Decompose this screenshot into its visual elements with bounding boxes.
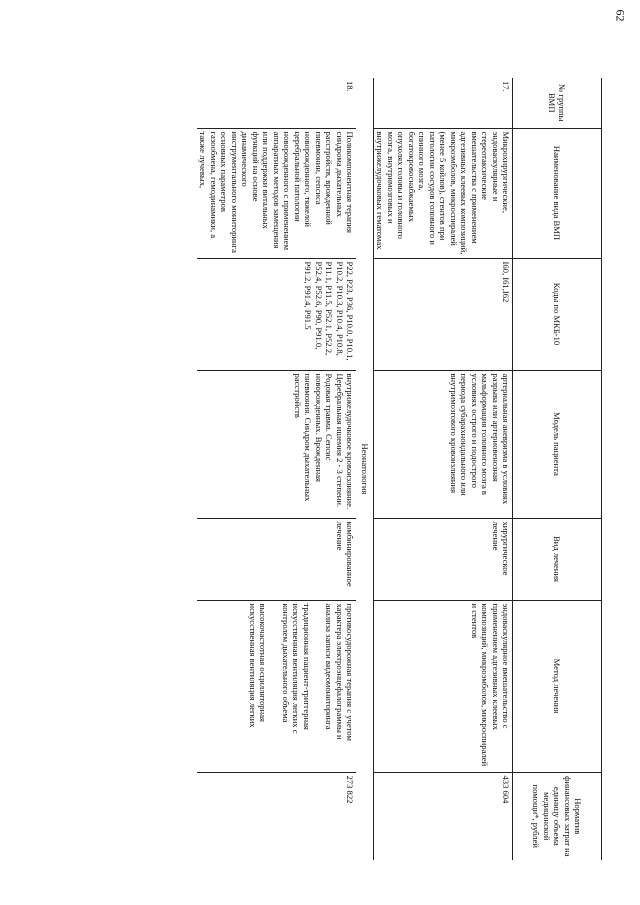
page-number: 62 [613, 9, 628, 22]
row-18-treatment-type: комбинированное лечение [197, 518, 356, 600]
section-row-neonatology [356, 78, 373, 860]
row-18-method-1: противосудорожная терапия с учетом характера электроэнцефалограммы и анализа записи видеомониторинга [324, 603, 356, 741]
section-title: Неонатология [356, 78, 373, 860]
row-17-number: 17. [501, 81, 511, 92]
vmp-table [197, 78, 602, 860]
row-18-codes: P22, P23, P36, P10.0, P10.1, P10.2, P10.3, P10.4, P10.8, P11.1, P11.5, P52.1, P52.2, P52.4, P52.6, P90, P91.0, P91.2, P91.4, P91.5 [197, 258, 356, 370]
row-18-method-2: традиционная пациент-триггерная искусственная вентиляция легких с контролем дыхательного объема [280, 603, 312, 734]
table-row-18 [197, 78, 356, 860]
row-17-cost: 433 604 [373, 772, 512, 860]
table-row-17 [373, 78, 512, 860]
rotated-table-container [42, 78, 602, 860]
row-18-number: 18. [345, 81, 356, 92]
row-17-treatment-method: эндоваскулярное вмешательство с применением адгезивных клеевых композиций, микроэмболов, микроспиралей и стентов [373, 600, 512, 772]
row-18-method-3: высокочастотная осцилляторная искусственная вентиляция легких [247, 603, 269, 728]
header-patient-model: Модель пациента [513, 370, 602, 518]
header-group-number: № группы ВМП [513, 78, 602, 128]
row-18-cost: 273 822 [197, 772, 356, 860]
row-18-treatment-methods [197, 600, 356, 772]
table-wrapper [42, 78, 602, 860]
row-17-treatment-type: хирургическое лечение [373, 518, 512, 600]
table-header-row [513, 78, 602, 860]
row-18-patient-model: внутрижелудочковое кровоизлияние. Церебральная ишемия 2 - 3 степени. Родовая травма. Сепсис новорожденных. Врожденная пневмония. Синдром дыхательных расстройств [197, 370, 356, 518]
header-treatment-type: Вид лечения [513, 518, 602, 600]
row-17-codes: I60, I61,I62 [373, 258, 512, 370]
row-18-vmp-name: Поликомпонентная терапия синдрома дыхательных расстройств, врожденной пневмонии, сепсиса новорожденного, тяжелой церебральной патологии новорожденного с применением аппаратных методов замещения или поддержки витальных функций на основе динамического инструментального мониторинга основных параметров газообмена, гемодинамики, а также лучевых, [197, 128, 356, 258]
header-vmp-name: Наименование вида ВМП [513, 128, 602, 258]
row-17-vmp-name: Микрохирургические, эндоваскулярные и стереотаксические вмешательства с применением адгезивных клеевых композиций, микроэмболов, микроспиралей (менее 5 койлов), стентов при патологии сосудов головного и спинного мозга, богатокровоснабжаемых опухолях головы и головного мозга, внутримозговых и внутрижелудочковых гематомах [373, 128, 512, 258]
header-icd-codes: Коды по МКБ-10 [513, 258, 602, 370]
header-cost-norm: Норматив финансовых затрат на единицу объема медицинской помощи*, рублей [513, 772, 602, 860]
row-17-patient-model: артериальная аневризма в условиях разрыва или артериовенозная мальформация головного мозга в условиях острого и подострого периода субарахноидального или внутримозгового кровоизлияния [373, 370, 512, 518]
header-treatment-method: Метод лечения [513, 600, 602, 772]
